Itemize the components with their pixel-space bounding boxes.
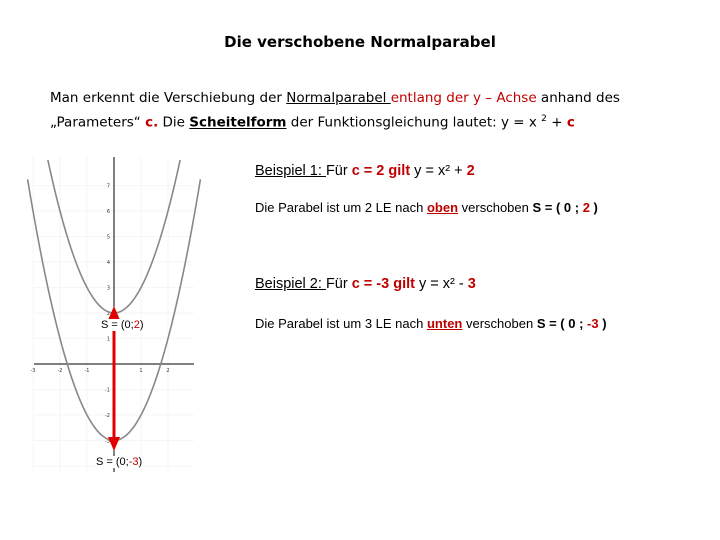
intro-term-normalparabel: Normalparabel — [286, 90, 391, 106]
vertex-top-value: 2 — [133, 319, 140, 331]
intro-text: „Parameters“ — [50, 114, 146, 131]
example1-text: Für — [325, 163, 352, 179]
example1-vertex: ) — [589, 200, 598, 215]
example2-direction: unten — [426, 316, 463, 331]
example2-constant: 3 — [467, 276, 476, 292]
example2-vertex: ) — [598, 316, 607, 331]
vertex-top-suffix: ) — [139, 319, 144, 331]
intro-equation: + — [546, 114, 567, 131]
intro-text: Man erkennt die Verschiebung der — [50, 90, 287, 106]
example2-sentence-text: verschoben — [462, 316, 537, 331]
example2-heading-line — [255, 276, 476, 292]
vertex-bottom-value: -3 — [128, 456, 139, 468]
vertex-bottom-suffix: ) — [138, 456, 143, 468]
y-tick-label: 4 — [106, 260, 110, 266]
x-tick-label: 1 — [139, 368, 143, 374]
page-title: Die verschobene Normalparabel — [224, 33, 496, 51]
example1-vertex-value: 2 — [582, 200, 590, 215]
vertex-top-prefix: S = (0; — [101, 319, 134, 331]
example1-direction: oben — [426, 200, 459, 215]
y-tick-label: 2 — [106, 311, 110, 317]
vertex-label-top — [101, 319, 144, 331]
example1-condition: c = 2 gilt — [351, 163, 411, 179]
intro-exponent: 2 — [541, 114, 547, 124]
intro-line-2 — [50, 109, 690, 134]
y-tick-label: 6 — [106, 209, 110, 215]
example2-heading: Beispiel 2: — [255, 276, 326, 292]
example2-text: Für — [325, 276, 352, 292]
example2-equation: y = x² - — [414, 276, 468, 292]
x-tick-label: -3 — [30, 368, 36, 374]
intro-parameter-c: c. — [145, 114, 159, 131]
y-tick-label: 3 — [106, 285, 110, 292]
y-tick-label: -1 — [105, 387, 110, 394]
example1-equation: y = x² + — [410, 163, 467, 179]
vertex-label-bottom — [96, 456, 142, 468]
example2-sentence-text: Die Parabel ist um 3 LE nach — [255, 316, 427, 331]
y-tick-label: 7 — [106, 183, 110, 190]
example1-sentence-text: Die Parabel ist um 2 LE nach — [255, 200, 427, 215]
x-tick-label: -1 — [84, 368, 90, 374]
intro-term-scheitelform: Scheitelform — [189, 114, 287, 131]
intro-term-y-achse: entlang der y – Achse — [390, 90, 537, 106]
example2-vertex: S = ( 0 ; — [536, 316, 588, 331]
example1-sentence-text: verschoben — [458, 200, 533, 215]
x-tick-label: 2 — [166, 368, 170, 374]
intro-text: anhand des — [536, 90, 620, 106]
example1-constant: 2 — [466, 163, 475, 179]
intro-equation: der Funktionsgleichung lautet: y = x — [286, 114, 542, 131]
intro-text: Die — [158, 114, 190, 131]
intro-equation-c: c — [566, 114, 575, 131]
example2-vertex-value: -3 — [587, 316, 599, 331]
example1-sentence — [255, 200, 598, 215]
y-tick-label: -3 — [105, 438, 110, 445]
vertex-bottom-prefix: S = (0; — [96, 456, 129, 468]
example1-heading-line — [255, 163, 475, 179]
example1-heading: Beispiel 1: — [255, 163, 326, 179]
parabola-graph — [30, 152, 194, 477]
example2-sentence — [255, 316, 607, 331]
y-tick-label: -2 — [105, 413, 110, 419]
intro-paragraph — [50, 88, 690, 134]
y-tick-label: 5 — [106, 234, 110, 241]
example1-vertex: S = ( 0 ; — [532, 200, 583, 215]
x-tick-label: -2 — [57, 368, 63, 374]
intro-line-1 — [50, 88, 690, 109]
example2-condition: c = -3 gilt — [351, 276, 415, 292]
y-tick-label: 1 — [106, 336, 110, 343]
